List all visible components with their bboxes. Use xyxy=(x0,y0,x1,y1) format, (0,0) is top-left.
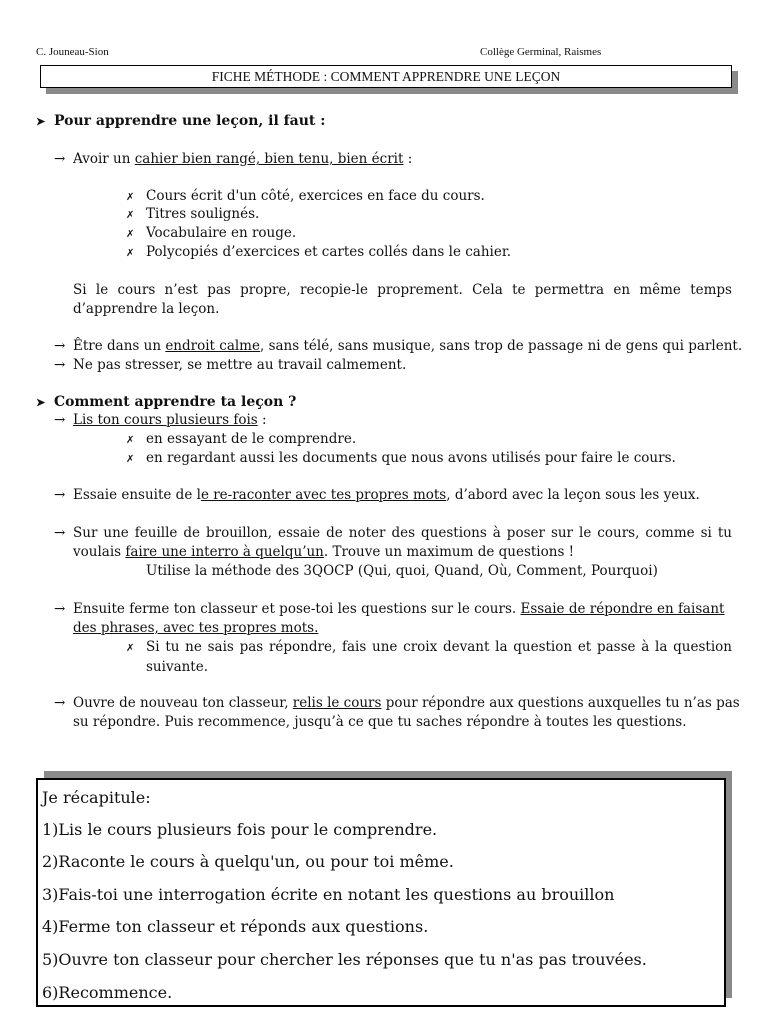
recap-step: 4)Ferme ton classeur et réponds aux questions. xyxy=(42,917,429,936)
page-title: FICHE MÉTHODE : COMMENT APPRENDRE UNE LEÇON xyxy=(40,65,732,88)
cross-bullet-icon: ✗ xyxy=(126,192,135,203)
recap-step: 1)Lis le cours plusieurs fois pour le comprendre. xyxy=(42,820,438,839)
school-name: Collège Germinal, Raismes xyxy=(480,46,602,58)
section2-heading: ➤ Comment apprendre ta leçon ? xyxy=(36,394,297,410)
arrow-icon: → xyxy=(54,151,66,167)
bullet-item: ✗ Si tu ne sais pas répondre, fais une croix devant la question et passe à la question suivante. xyxy=(126,639,732,675)
arrow-icon: → xyxy=(54,525,66,541)
bullet-item: ✗ Polycopiés d’exercices et cartes collés dans le cahier. xyxy=(126,244,512,260)
arrow-icon: → xyxy=(54,601,66,617)
cross-bullet-icon: ✗ xyxy=(126,435,135,446)
arrow-icon: → xyxy=(54,695,66,711)
arrow-icon: → xyxy=(54,487,66,503)
arrow-icon: → xyxy=(54,338,66,354)
arrow-icon: → xyxy=(54,357,66,373)
cross-bullet-icon: ✗ xyxy=(126,229,135,240)
arrow-icon: → xyxy=(54,412,66,428)
recap-step: 3)Fais-toi une interrogation écrite en notant les questions au brouillon xyxy=(42,885,615,904)
recap-step: 5)Ouvre ton classeur pour chercher les réponses que tu n'as pas trouvées. xyxy=(42,950,647,969)
recap-title: Je récapitule: xyxy=(42,788,151,807)
title-frame xyxy=(40,65,732,88)
bullet-item: ✗ Titres soulignés. xyxy=(126,206,260,222)
recap-box xyxy=(36,778,726,1007)
recap-step: 6)Recommence. xyxy=(42,983,173,1002)
section2-item-close-binder: → Ensuite ferme ton classeur et pose-toi les questions sur le cours. Essaie de répondre en faisant des phrases, avec tes propres mots. xyxy=(54,601,725,636)
section2-item-reopen: → Ouvre de nouveau ton classeur, relis le cours pour répondre aux questions auxquelles tu n’as pas su répondre. Puis recommence, jusqu’à ce que tu saches répondre à toutes les questions. xyxy=(54,695,740,730)
cross-bullet-icon: ✗ xyxy=(126,210,135,221)
author-name: C. Jouneau-Sion xyxy=(36,46,109,58)
section1-item-notebook: → Avoir un cahier bien rangé, bien tenu, bien écrit : xyxy=(54,151,413,167)
section1-item-no-stress: → Ne pas stresser, se mettre au travail calmement. xyxy=(54,357,407,373)
section2-item-questions: → Sur une feuille de brouillon, essaie de noter des questions à poser sur le cours, comme si tu voulais faire une interro à quelqu’un. Trouve un maximum de questions ! Utilise la méthode des 3QOCP (Qui, quoi, Quand, Où, Comment, Pourquoi) xyxy=(54,525,732,579)
cross-bullet-icon: ✗ xyxy=(126,248,135,259)
bullet-item: ✗ Vocabulaire en rouge. xyxy=(126,225,297,241)
recap-step: 2)Raconte le cours à quelqu'un, ou pour toi même. xyxy=(42,852,454,871)
bullet-item: ✗ Cours écrit d'un côté, exercices en face du cours. xyxy=(126,188,485,204)
section1-item-calm-place: → Être dans un endroit calme, sans télé, sans musique, sans trop de passage ni de gens qui parlent. xyxy=(54,338,743,354)
section2-item-read: → Lis ton cours plusieurs fois : xyxy=(54,412,267,428)
arrowhead-bullet-icon: ➤ xyxy=(36,396,46,409)
bullet-item: ✗ en regardant aussi les documents que nous avons utilisés pour faire le cours. xyxy=(126,450,676,466)
copy-paragraph: Si le cours n’est pas propre, recopie-le proprement. Cela te permettra en même temps d’apprendre la leçon. xyxy=(73,282,732,317)
section2-item-retell: → Essaie ensuite de le re-raconter avec tes propres mots, d’abord avec la leçon sous les yeux. xyxy=(54,487,700,503)
cross-bullet-icon: ✗ xyxy=(126,643,135,654)
section1-heading: ➤ Pour apprendre une leçon, il faut : xyxy=(36,113,326,129)
bullet-item: ✗ en essayant de le comprendre. xyxy=(126,431,357,447)
arrowhead-bullet-icon: ➤ xyxy=(36,115,46,128)
cross-bullet-icon: ✗ xyxy=(126,454,135,465)
